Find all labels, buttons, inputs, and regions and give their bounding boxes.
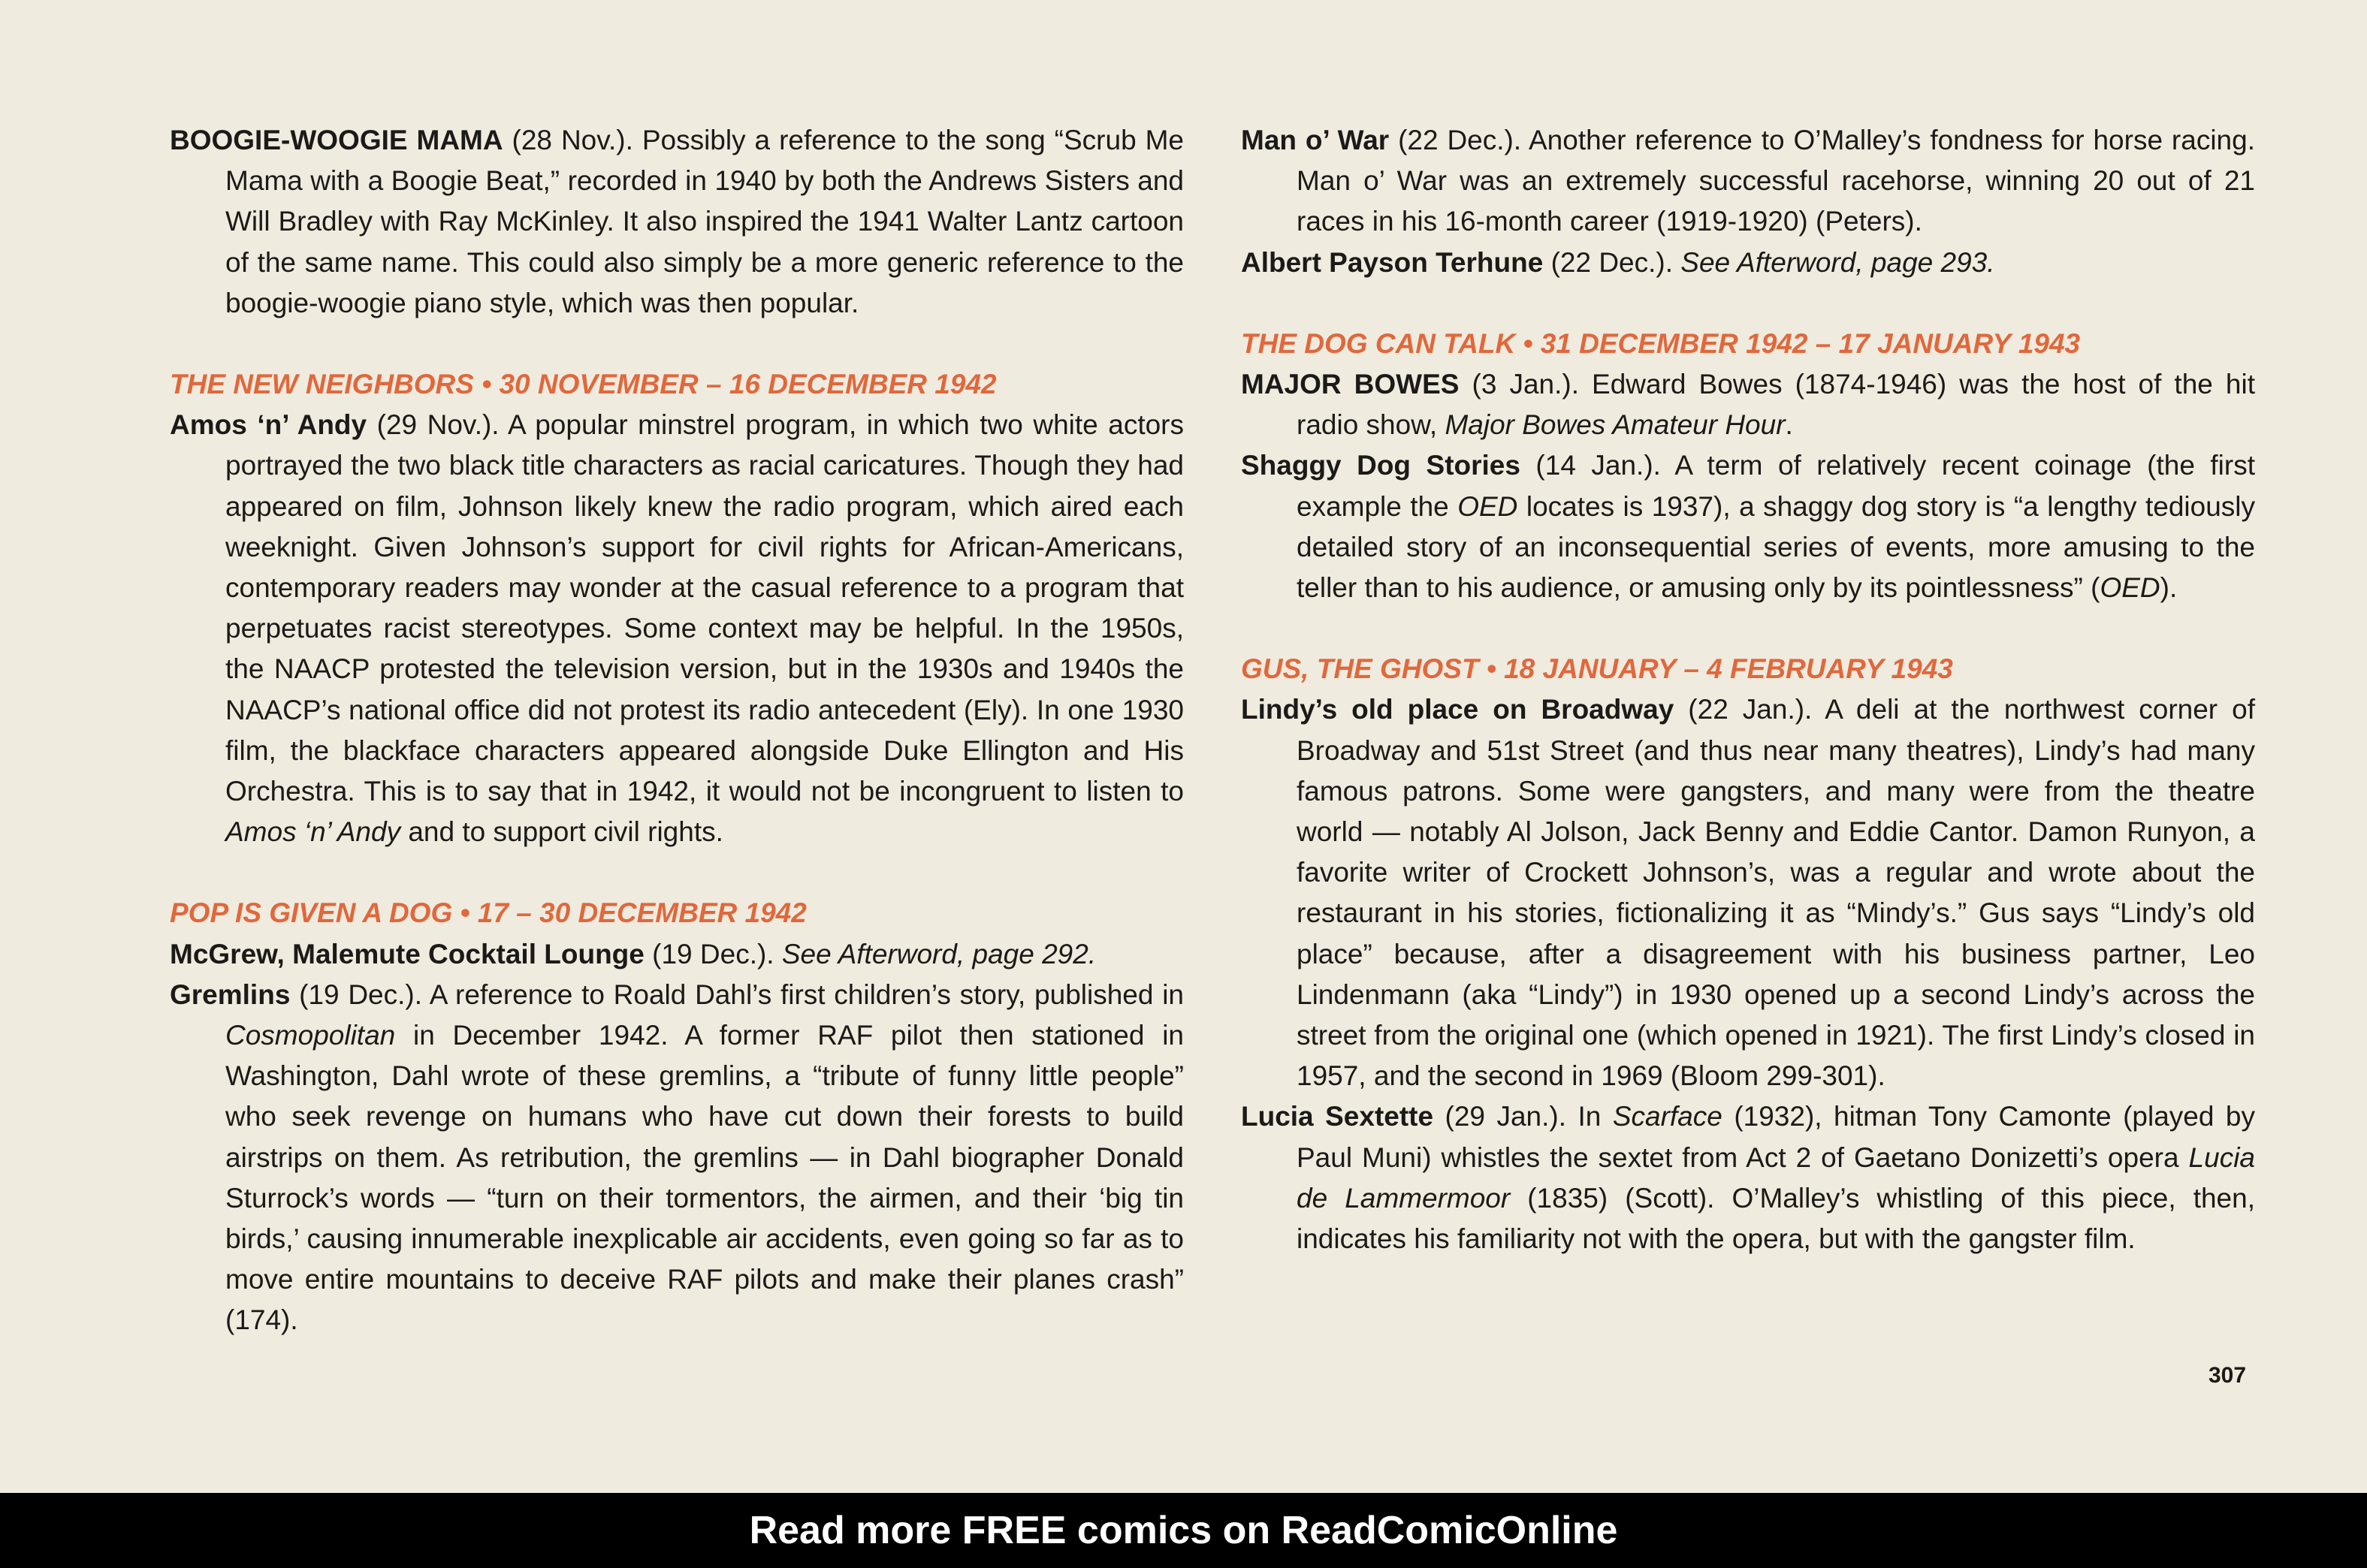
glossary-entry bbox=[1241, 445, 2255, 608]
entry-text: (29 Nov.). A popular minstrel program, in which two white actors portrayed the two black title characters as racial caricatures. Though they had appeared on film, Johnson likely knew the radio program, which aired each weeknight. Given Johnson’s support for civil rights for African-Americans, contemporary readers may wonder at the casual reference to a program that perpetuates racist stereotypes. Some context may be helpful. In the 1950s, the NAACP protested the television version, but in the 1930s and 1940s the NAACP’s national office did not protest its radio antecedent (Ely). In one 1930 film, the blackface characters appeared alongside Duke Ellington and His Orchestra. This is to say that in 1942, it would not be incongruent to listen to bbox=[225, 409, 1185, 807]
entry-term: Albert Payson Terhune bbox=[1241, 246, 1544, 278]
entry-italic: OED bbox=[1457, 490, 1518, 522]
entry-text-tail: locates is 1937), a shaggy dog story is “a lengthy tediously detailed story of an inconsequential series of events, more amusing to the teller than to his audience, or amusing only by its pointlessness” ( bbox=[1297, 490, 2255, 604]
promo-link[interactable]: Read more FREE comics on ReadComicOnline bbox=[749, 1509, 1618, 1552]
entry-term: Shaggy Dog Stories bbox=[1241, 450, 1520, 481]
entry-text-tail: . bbox=[1785, 409, 1793, 441]
glossary-entry bbox=[1241, 243, 2255, 283]
entry-term: Man o’ War bbox=[1241, 125, 1390, 155]
left-column bbox=[170, 120, 1184, 1341]
entry-text: (22 Jan.). A deli at the northwest corner of Broadway and 51st Street (and thus near many theatres), Lindy’s had many famous patrons. Some were gangsters, and many were from the theatre world — notably Al Jolson, Jack Benny and Eddie Cantor. Damon Runyon, a favorite writer of Crockett Johnson’s, was a regular and wrote about the restaurant in his stories, fictionalizing it as “Mindy’s.” Gus says “Lindy’s old place” because, after a disagreement with his business partner, Leo Lindenmann (aka “Lindy”) in 1930 opened up a second Lindy’s across the street from the original one (which opened in 1921). The first Lindy’s closed in 1957, and the second in 1969 (Bloom 299-301). bbox=[1297, 694, 2255, 1092]
entry-text: (14 Jan.). A term of relatively recent coinage (the first example the bbox=[1297, 450, 2255, 522]
section-heading: POP IS GIVEN A DOG • 17 – 30 DECEMBER 1942 bbox=[170, 897, 807, 929]
glossary-entry bbox=[170, 405, 1184, 852]
entry-text-tail: in December 1942. A former RAF pilot then stationed in Washington, Dahl wrote of these gremlins, a “tribute of funny little people” who seek revenge on humans who have cut down their forests to build airstrips on them. As retribution, the gremlins — in Dahl biographer Donald Sturrock’s words — “turn on their tormentors, the airmen, and their ‘big tin birds,’ causing innumerable inexplicable air accidents, even going so far as to move entire mountains to deceive RAF pilots and make their planes crash” (174). bbox=[225, 1020, 1184, 1336]
right-column bbox=[1241, 120, 2255, 1259]
entry-term: Gremlins bbox=[170, 978, 291, 1010]
glossary-entry bbox=[1241, 120, 2255, 243]
entry-italic: Lucia de Lammermoor bbox=[1297, 1141, 2255, 1214]
entry-text: (3 Jan.). Edward Bowes (1874-1946) was the host of the hit radio show, bbox=[1297, 369, 2255, 441]
entry-italic: Major Bowes Amateur Hour bbox=[1445, 409, 1786, 441]
promo-banner bbox=[0, 1493, 2367, 1568]
entry-term: Amos ‘n’ Andy bbox=[170, 409, 367, 441]
entry-text-tail: (1932), hitman Tony Camonte (played by Paul Muni) whistles the sextet from Act 2 of Gaetano Donizetti’s opera bbox=[1297, 1101, 2255, 1173]
entry-term: McGrew, Malemute Cocktail Lounge bbox=[170, 938, 645, 969]
entry-italic: Amos ‘n’ Andy bbox=[225, 816, 401, 848]
section-heading: THE NEW NEIGHBORS • 30 NOVEMBER – 16 DECEMBER 1942 bbox=[170, 369, 997, 400]
entry-text: (19 Dec.). A reference to Roald Dahl’s first children’s story, published in bbox=[290, 978, 1184, 1010]
entry-text: (19 Dec.). bbox=[644, 938, 782, 969]
entry-italic: Cosmopolitan bbox=[225, 1020, 396, 1051]
glossary-entry bbox=[1241, 364, 2255, 445]
entry-term: MAJOR BOWES bbox=[1241, 369, 1460, 400]
section-heading: GUS, THE GHOST • 18 JANUARY – 4 FEBRUARY 1943 bbox=[1241, 653, 1953, 685]
entry-text: (28 Nov.). Possibly a reference to the song “Scrub Me Mama with a Boogie Beat,” recorded in 1940 by both the Andrews Sisters and Will Bradley with Ray McKinley. It also inspired the 1941 Walter Lantz cartoon of the same name. This could also simply be a more generic reference to the boogie-woogie piano style, which was then popular. bbox=[225, 125, 1184, 318]
entry-text: (29 Jan.). In bbox=[1433, 1101, 1613, 1132]
entry-term: Lindy’s old place on Broadway bbox=[1241, 694, 1674, 725]
entry-text: (22 Dec.). Another reference to O’Malley’s fondness for horse racing. Man o’ War was an extremely successful racehorse, winning 20 out of 21 races in his 16-month career (1919-1920) (Peters). bbox=[1297, 125, 2255, 237]
entry-text: (22 Dec.). bbox=[1543, 246, 1681, 278]
entry-italic: See Afterword, page 293. bbox=[1680, 246, 1995, 278]
glossary-entry bbox=[170, 120, 1184, 324]
entry-text-tail: and to support civil rights. bbox=[400, 816, 723, 848]
entry-italic: Scarface bbox=[1612, 1101, 1722, 1132]
entry-term: BOOGIE-WOOGIE MAMA bbox=[170, 125, 503, 155]
glossary-entry bbox=[170, 934, 1184, 975]
glossary-entry bbox=[1241, 689, 2255, 1096]
glossary-entry bbox=[1241, 1096, 2255, 1259]
entry-term: Lucia Sextette bbox=[1241, 1101, 1434, 1132]
entry-text-tail: ). bbox=[2160, 572, 2178, 604]
entry-italic: See Afterword, page 292. bbox=[781, 938, 1097, 969]
section-heading: THE DOG CAN TALK • 31 DECEMBER 1942 – 17 JANUARY 1943 bbox=[1241, 327, 2081, 359]
entry-italic: OED bbox=[2100, 572, 2160, 604]
page-number: 307 bbox=[2208, 1363, 2247, 1388]
entry-text-tail: (1835) (Scott). O’Malley’s whistling of this piece, then, indicates his familiarity not with the opera, but with the gangster film. bbox=[1297, 1182, 2255, 1255]
glossary-entry bbox=[170, 975, 1184, 1341]
